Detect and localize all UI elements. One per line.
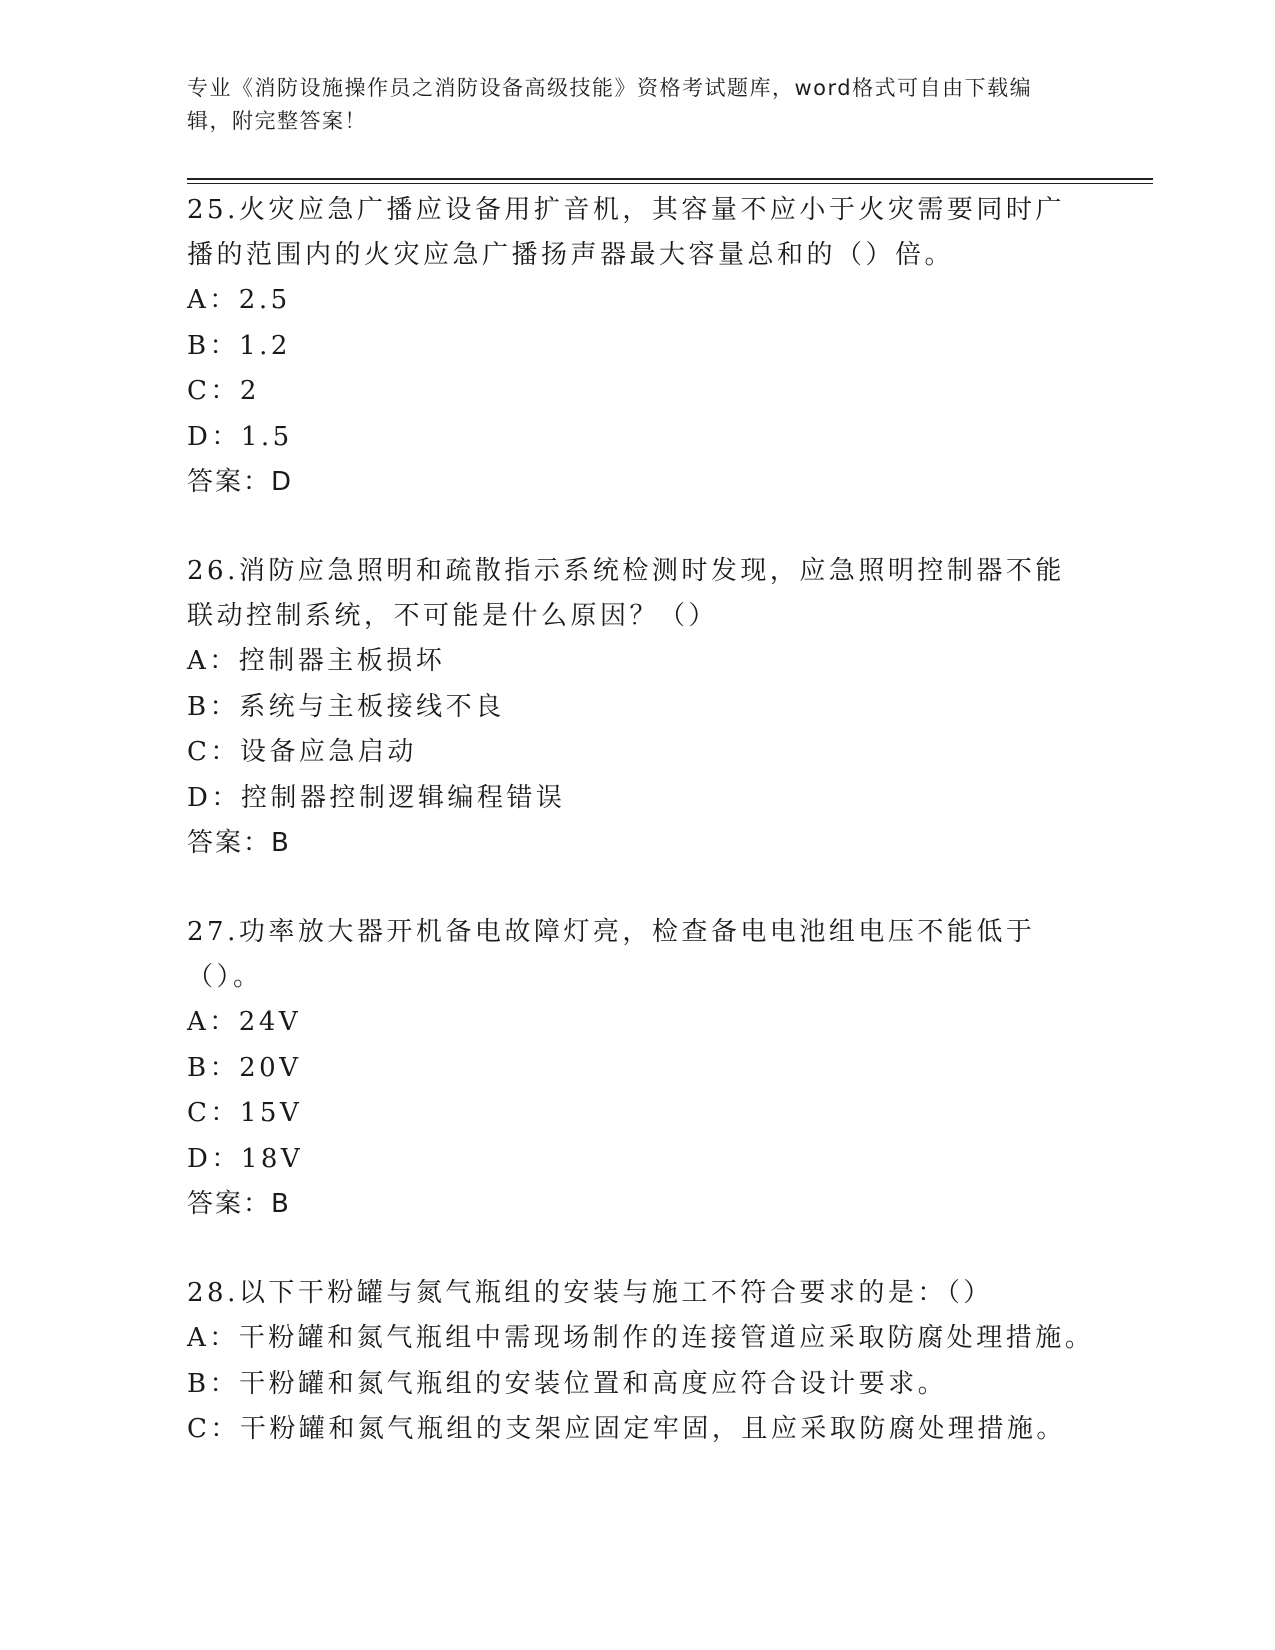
question-stem: 25.火灾应急广播应设备用扩音机，其容量不应小于火灾需要同时广播的范围内的火灾应急广播扬声器最大容量总和的（）倍。 [187, 195, 1065, 270]
header-rule-thick [187, 178, 1153, 180]
option-d: D：18V [187, 1143, 304, 1174]
option-c: C：2 [187, 376, 260, 406]
option-b: B：系统与主板接线不良 [187, 691, 505, 722]
option-b: B：1.2 [187, 330, 291, 361]
question-26 [187, 549, 1087, 866]
answer-line: 答案：B [187, 828, 291, 858]
question-25 [187, 188, 1087, 505]
question-stem: 27.功率放大器开机备电故障灯亮，检查备电电池组电压不能低于（）。 [187, 917, 1036, 992]
question-stem: 26.消防应急照明和疏散指示系统检测时发现，应急照明控制器不能联动控制系统，不可能是什么原因？（） [187, 556, 1065, 631]
option-a: A：干粉罐和氮气瓶组中需现场制作的连接管道应采取防腐处理措施。 [187, 1323, 1095, 1353]
question-list [187, 188, 1095, 1497]
question-27 [187, 910, 1087, 1227]
option-a: A：24V [187, 1007, 302, 1037]
option-d: D：1.5 [187, 421, 293, 452]
answer-line: 答案：B [187, 1189, 291, 1219]
answer-line: 答案：D [187, 467, 294, 497]
question-28 [187, 1271, 1095, 1453]
header-rule-thin [187, 183, 1153, 184]
option-b: B：干粉罐和氮气瓶组的安装位置和高度应符合设计要求。 [187, 1368, 948, 1399]
option-d: D：控制器控制逻辑编程错误 [187, 782, 566, 813]
question-stem: 28.以下干粉罐与氮气瓶组的安装与施工不符合要求的是：（） [187, 1278, 993, 1308]
option-b: B：20V [187, 1052, 302, 1083]
page-header: 专业《消防设施操作员之消防设备高级技能》资格考试题库，word格式可自由下载编辑，附完整答案！ [187, 76, 1033, 133]
option-c: C：干粉罐和氮气瓶组的支架应固定牢固，且应采取防腐处理措施。 [187, 1414, 1066, 1444]
option-a: A：2.5 [187, 285, 291, 315]
option-c: C：15V [187, 1098, 303, 1128]
option-a: A：控制器主板损坏 [187, 646, 446, 676]
option-c: C：设备应急启动 [187, 737, 417, 767]
